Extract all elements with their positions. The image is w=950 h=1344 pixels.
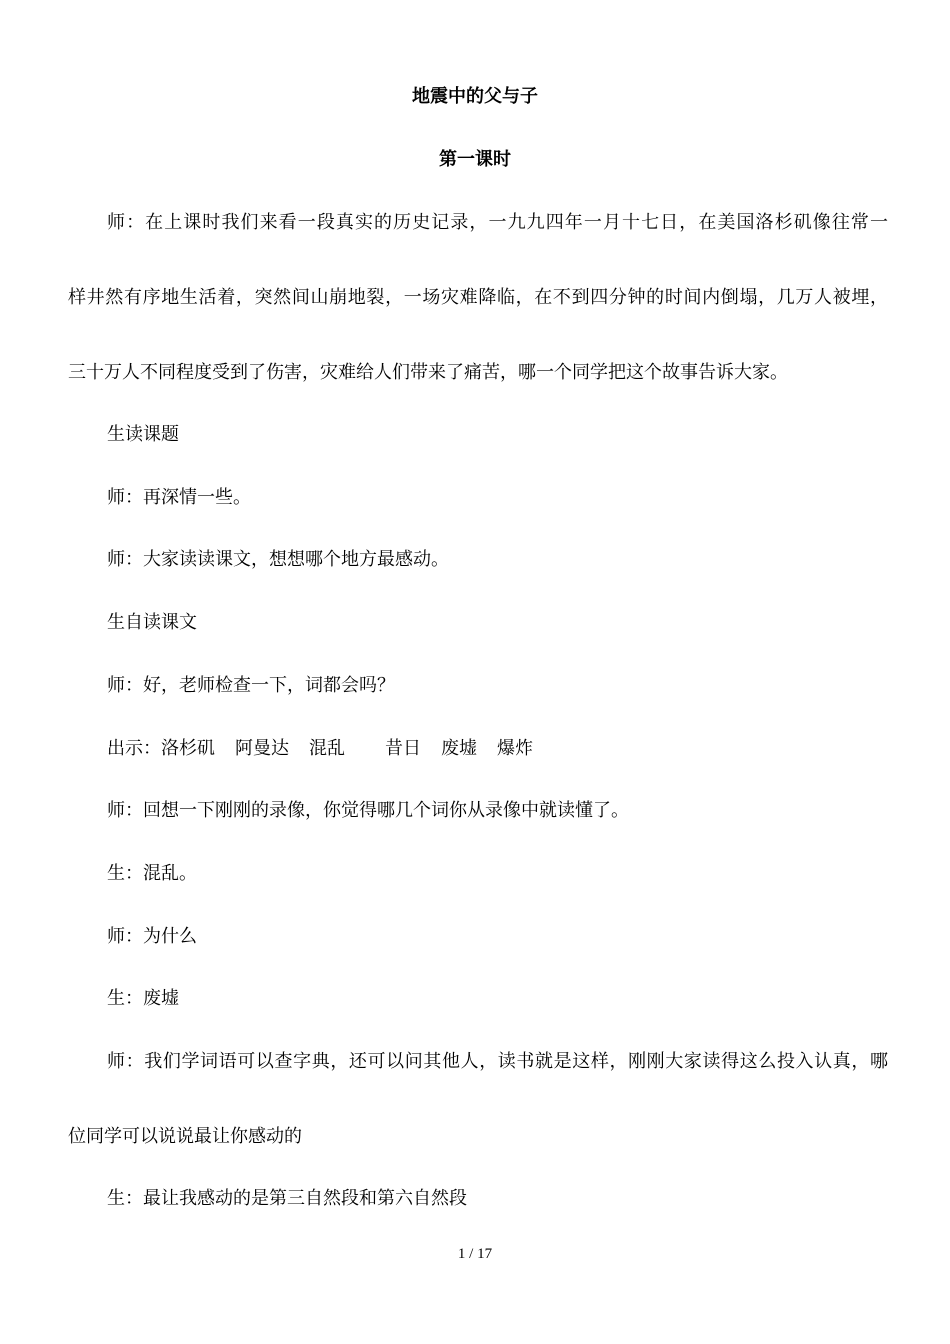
paragraph-line: 师：再深情一些。 [107, 487, 251, 508]
paragraph-line: 师：为什么 [107, 926, 197, 947]
paragraph-line: 生：混乱。 [107, 863, 197, 884]
document-title: 地震中的父与子 [412, 86, 538, 107]
paragraph-line: 师：回想一下刚刚的录像，你觉得哪几个词你从录像中就读懂了。 [107, 800, 629, 821]
vocabulary-list [107, 736, 888, 762]
paragraph-line: 师：好，老师检查一下，词都会吗？ [107, 675, 395, 696]
paragraph-line: 位同学可以说说最让你感动的 [68, 1126, 302, 1147]
vocabulary-word: 爆炸 [497, 738, 533, 759]
paragraph-line: 师：在上课时我们来看一段真实的历史记录，一九九四年一月十七日，在美国洛杉矶像往常一 [107, 212, 888, 233]
document-subtitle: 第一课时 [439, 149, 511, 170]
vocabulary-word: 混乱 [309, 738, 345, 759]
vocabulary-word: 阿曼达 [235, 738, 289, 759]
vocabulary-word: 洛杉矶 [161, 738, 215, 759]
paragraph-line: 三十万人不同程度受到了伤害，灾难给人们带来了痛苦，哪一个同学把这个故事告诉大家。 [68, 362, 788, 383]
paragraph-line: 生：最让我感动的是第三自然段和第六自然段 [107, 1188, 467, 1209]
paragraph-line: 生：废墟 [107, 988, 179, 1009]
vocabulary-word: 废墟 [441, 738, 477, 759]
vocabulary-word: 昔日 [385, 738, 421, 759]
paragraph-line: 师：我们学词语可以查字典，还可以问其他人，读书就是这样，刚刚大家读得这么投入认真，哪 [107, 1051, 888, 1072]
paragraph-line: 生读课题 [107, 424, 179, 445]
paragraph-line: 师：大家读读课文，想想哪个地方最感动。 [107, 549, 449, 570]
paragraph-line: 生自读课文 [107, 612, 197, 633]
page-indicator: 1 / 17 [457, 1246, 493, 1262]
paragraph-line: 样井然有序地生活着，突然间山崩地裂，一场灾难降临，在不到四分钟的时间内倒塌，几万人被埋， [68, 287, 888, 308]
vocabulary-prefix: 出示： [107, 738, 161, 759]
